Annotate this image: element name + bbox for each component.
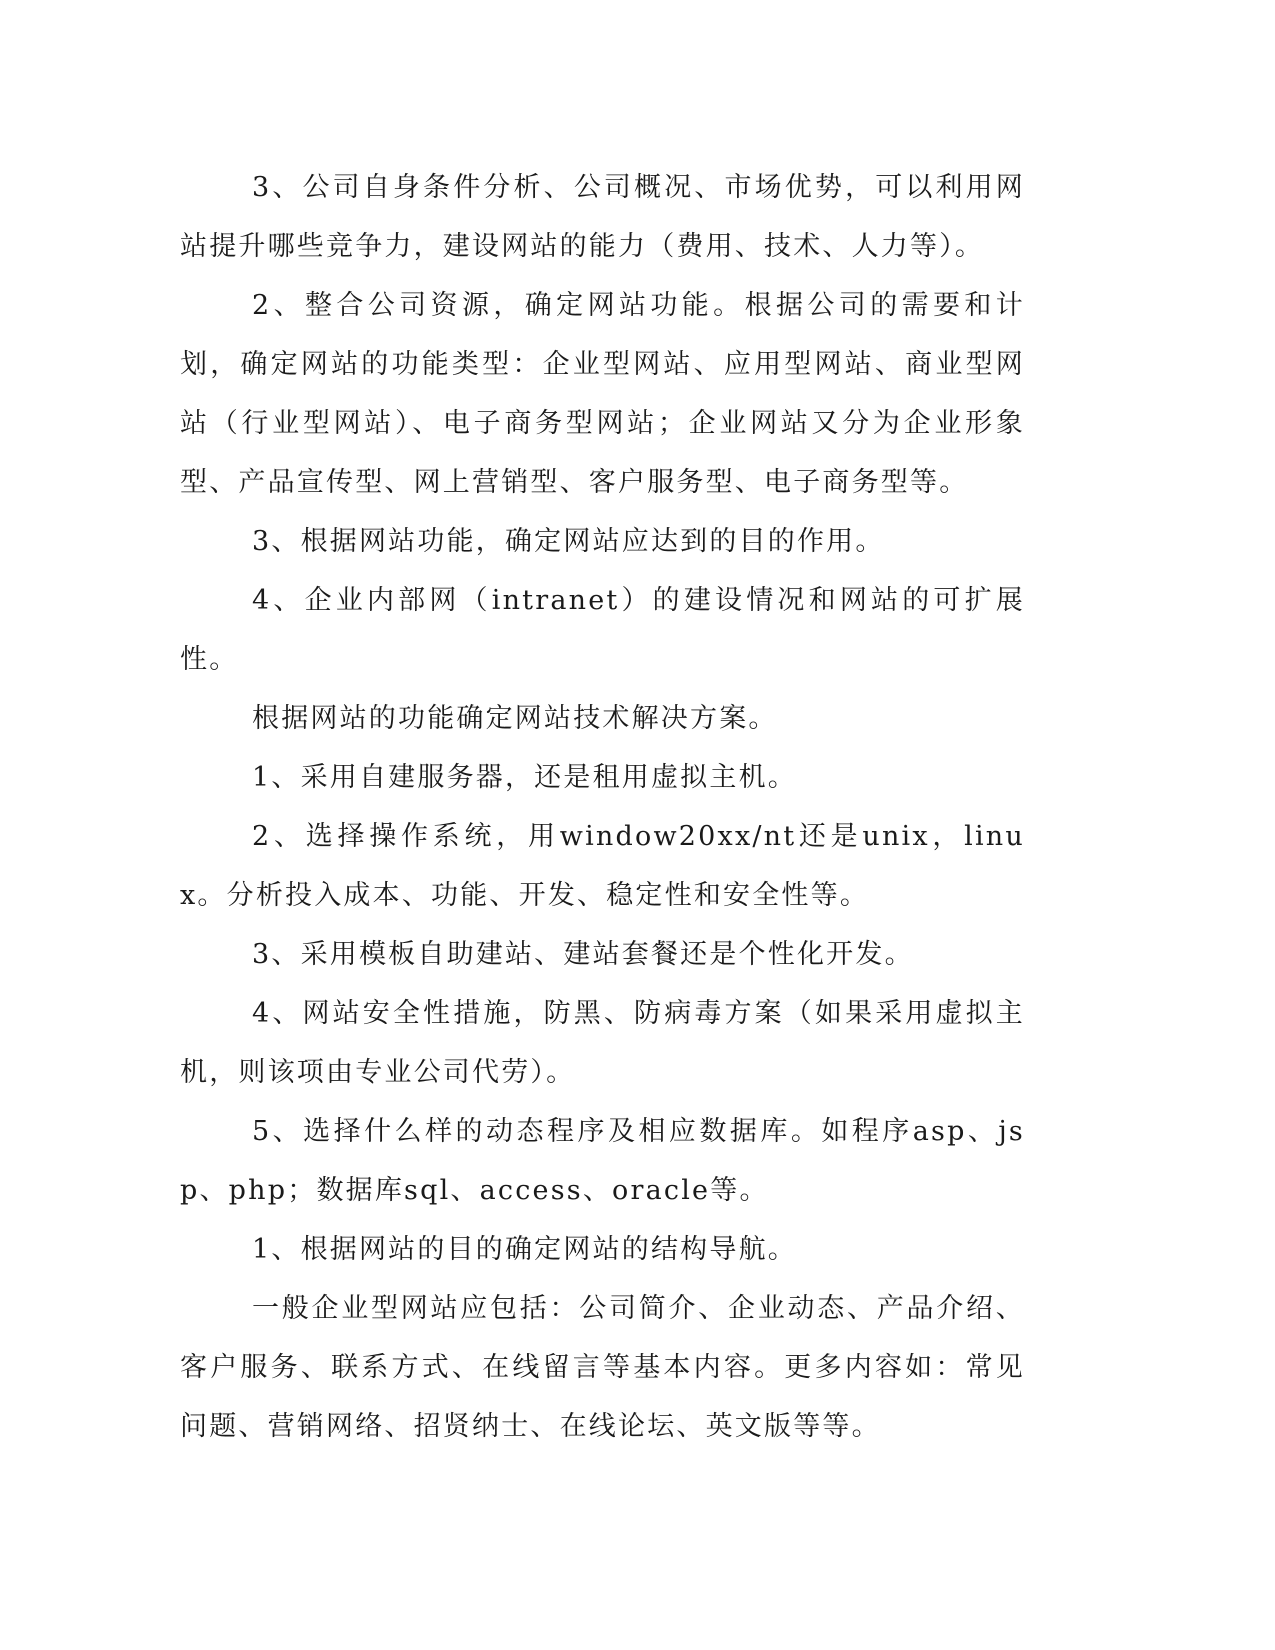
paragraph: 一般企业型网站应包括：公司简介、企业动态、产品介绍、客户服务、联系方式、在线留言等基本内容。更多内容如：常见问题、营销网络、招贤纳士、在线论坛、英文版等等。 (180, 1293, 1025, 1442)
paragraph: 3、采用模板自助建站、建站套餐还是个性化开发。 (252, 939, 914, 970)
paragraph: 2、选择操作系统，用window20xx/nt还是unix，linux。分析投入成本、功能、开发、稳定性和安全性等。 (180, 821, 1025, 911)
paragraph: 根据网站的功能确定网站技术解决方案。 (252, 703, 778, 734)
document-body (180, 158, 1025, 1456)
paragraph: 1、采用自建服务器，还是租用虚拟主机。 (252, 762, 797, 793)
paragraph: 4、网站安全性措施，防黑、防病毒方案（如果采用虚拟主机，则该项由专业公司代劳）。 (180, 998, 1025, 1088)
paragraph: 2、整合公司资源，确定网站功能。根据公司的需要和计划，确定网站的功能类型：企业型网站、应用型网站、商业型网站（行业型网站）、电子商务型网站；企业网站又分为企业形象型、产品宣传型、网上营销型、客户服务型、电子商务型等。 (180, 290, 1025, 498)
paragraph: 3、根据网站功能，确定网站应达到的目的作用。 (252, 526, 885, 557)
paragraph: 5、选择什么样的动态程序及相应数据库。如程序asp、jsp、php；数据库sql、access、oracle等。 (180, 1116, 1025, 1206)
paragraph: 3、公司自身条件分析、公司概况、市场优势，可以利用网站提升哪些竞争力，建设网站的能力（费用、技术、人力等）。 (180, 172, 1025, 262)
paragraph: 1、根据网站的目的确定网站的结构导航。 (252, 1234, 797, 1265)
paragraph: 4、企业内部网（intranet）的建设情况和网站的可扩展性。 (180, 585, 1025, 675)
